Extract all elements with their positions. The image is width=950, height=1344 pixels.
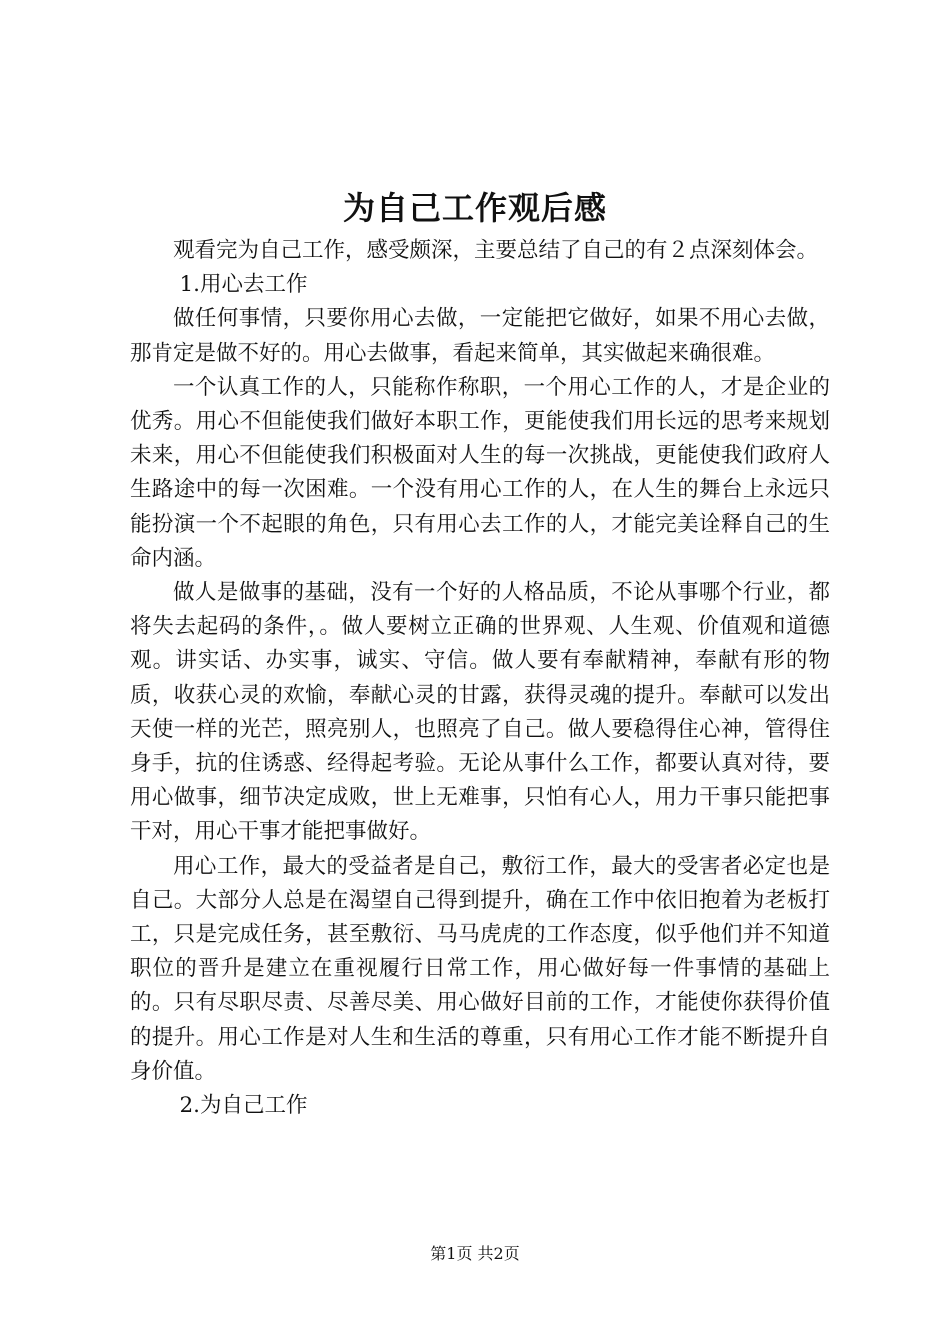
body-paragraph: 用心工作，最大的受益者是自己，敷衍工作，最大的受害者必定也是自己。大部分人总是在渴望自己得到提升，确在工作中依旧抱着为老板打工，只是完成任务，甚至敷衍、马马虎虎的工作态度，似乎他们并不知道职位的晋升是建立在重视履行日常工作，用心做好每一件事情的基础上的。只有尽职尽责、尽善尽美、用心做好目前的工作，才能使你获得价值的提升。用心工作是对人生和生活的尊重，只有用心工作才能不断提升自身价值。 <box>130 853 830 1084</box>
body-paragraph: 一个认真工作的人，只能称作称职，一个用心工作的人，才是企业的优秀。用心不但能使我们做好本职工作，更能使我们用长远的思考来规划未来，用心不但能使我们积极面对人生的每一次挑战，更能使我们政府人生路途中的每一次困难。一个没有用心工作的人，在人生的舞台上永远只能扮演一个不起眼的角色，只有用心去工作的人，才能完美诠释自己的生命内涵。 <box>130 374 830 571</box>
body-paragraph: 做任何事情，只要你用心去做，一定能把它做好，如果不用心去做，那肯定是做不好的。用心去做事，看起来简单，其实做起来确很难。 <box>130 306 830 366</box>
page-footer: 第1页 共2页 <box>430 1244 520 1263</box>
document-body <box>130 234 830 1123</box>
document-title: 为自己工作观后感 <box>342 189 607 227</box>
intro-paragraph: 观看完为自己工作，感受颇深，主要总结了自己的有２点深刻体会。 <box>173 238 819 263</box>
section-heading-1: 1.用心去工作 <box>179 272 308 298</box>
section-heading-2: 2.为自己工作 <box>179 1093 308 1119</box>
body-paragraph: 做人是做事的基础，没有一个好的人格品质，不论从事哪个行业，都将失去起码的条件，。做人要树立正确的世界观、人生观、价值观和道德观。讲实话、办实事，诚实、守信。做人要有奉献精神，奉献有形的物质，收获心灵的欢愉，奉献心灵的甘露，获得灵魂的提升。奉献可以发出天使一样的光芒，照亮别人，也照亮了自己。做人要稳得住心神，管得住身手，抗的住诱惑、经得起考验。无论从事什么工作，都要认真对待，要用心做事，细节决定成败，世上无难事，只怕有心人，用力干事只能把事干对，用心干事才能把事做好。 <box>130 580 830 845</box>
